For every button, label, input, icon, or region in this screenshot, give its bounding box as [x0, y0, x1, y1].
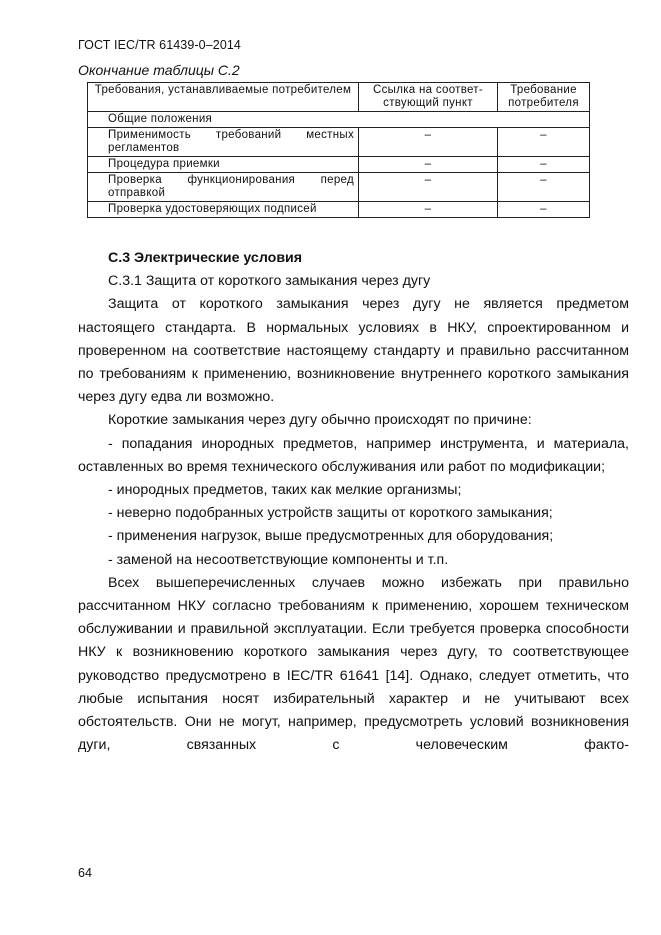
list-item: - заменой на несоответствующие компоненты и т.п. — [108, 551, 449, 568]
section-heading: С.3 Электрические условия — [108, 250, 303, 266]
row-requirement: – — [498, 202, 590, 218]
table-row — [88, 202, 590, 218]
requirements-table — [87, 82, 590, 218]
row-label: Применимость требований местных регламентов — [88, 128, 359, 157]
row-reference: – — [359, 157, 498, 173]
section-label: Общие положения — [88, 112, 590, 128]
table-row — [88, 157, 590, 173]
list-item: - применения нагрузок, выше предусмотренных для оборудования; — [108, 528, 554, 545]
subsection-heading: С.3.1 Защита от короткого замыкания через дугу — [108, 273, 431, 290]
row-label: Процедура приемки — [88, 157, 359, 173]
table-row — [88, 128, 590, 157]
row-reference: – — [359, 202, 498, 218]
list-item: - инородных предметов, таких как мелкие организмы; — [108, 482, 462, 499]
table-row — [88, 173, 590, 202]
row-label: Проверка удостоверяющих подписей — [88, 202, 359, 218]
list-item: - неверно подобранных устройств защиты от короткого замыкания; — [108, 505, 553, 522]
paragraph: Короткие замыкания через дугу обычно происходят по причине: — [108, 412, 532, 429]
row-requirement: – — [498, 128, 590, 157]
paragraph: Всех вышеперечисленных случаев можно избежать при правильно рассчитанном НКУ согласно требованиям к применению, хорошем техническом обслуживании и правильной эксплуатации. Если требуется проверка способности НКУ к возникновению короткого замыкания через дугу, то соответствующее руководство предусмотрено в IEC/TR 61641 [14]. Однако, следует отметить, что любые испытания носят избирательный характер и не учитывают всех обстоятельств. Они не могут, например, предусмотреть условий возникновения дуги, связанных с человеческим факто- — [78, 574, 629, 754]
row-label: Проверка функционирования перед отправкой — [88, 173, 359, 202]
column-header-requirements: Требования, устанавливаемые потребителем — [88, 83, 359, 112]
row-reference: – — [359, 128, 498, 157]
row-requirement: – — [498, 173, 590, 202]
list-item: - попадания инородных предметов, например инструмента, и материала, оставленных во время технического обслуживания или работ по модификации; — [78, 435, 629, 475]
document-header: ГОСТ IEC/TR 61439-0–2014 — [78, 38, 241, 52]
page-number: 64 — [78, 866, 92, 880]
table-caption: Окончание таблицы С.2 — [78, 62, 240, 78]
row-requirement: – — [498, 157, 590, 173]
table-section-row — [88, 112, 590, 128]
body-text — [78, 247, 629, 757]
column-header-customer-requirement: Требование потребителя — [498, 83, 590, 112]
paragraph: Защита от короткого замыкания через дугу не является предметом настоящего стандарта. В нормальных условиях в НКУ, спроектированном и проверенном на соответствие настоящему стандарту и правильно рассчитанном по требованиям к применению, возникновение внутреннего короткого замыкания через дугу едва ли возможно. — [78, 296, 629, 406]
column-header-reference: Ссылка на соответ-ствующий пункт — [359, 83, 498, 112]
table-header-row — [88, 83, 590, 112]
row-reference: – — [359, 173, 498, 202]
